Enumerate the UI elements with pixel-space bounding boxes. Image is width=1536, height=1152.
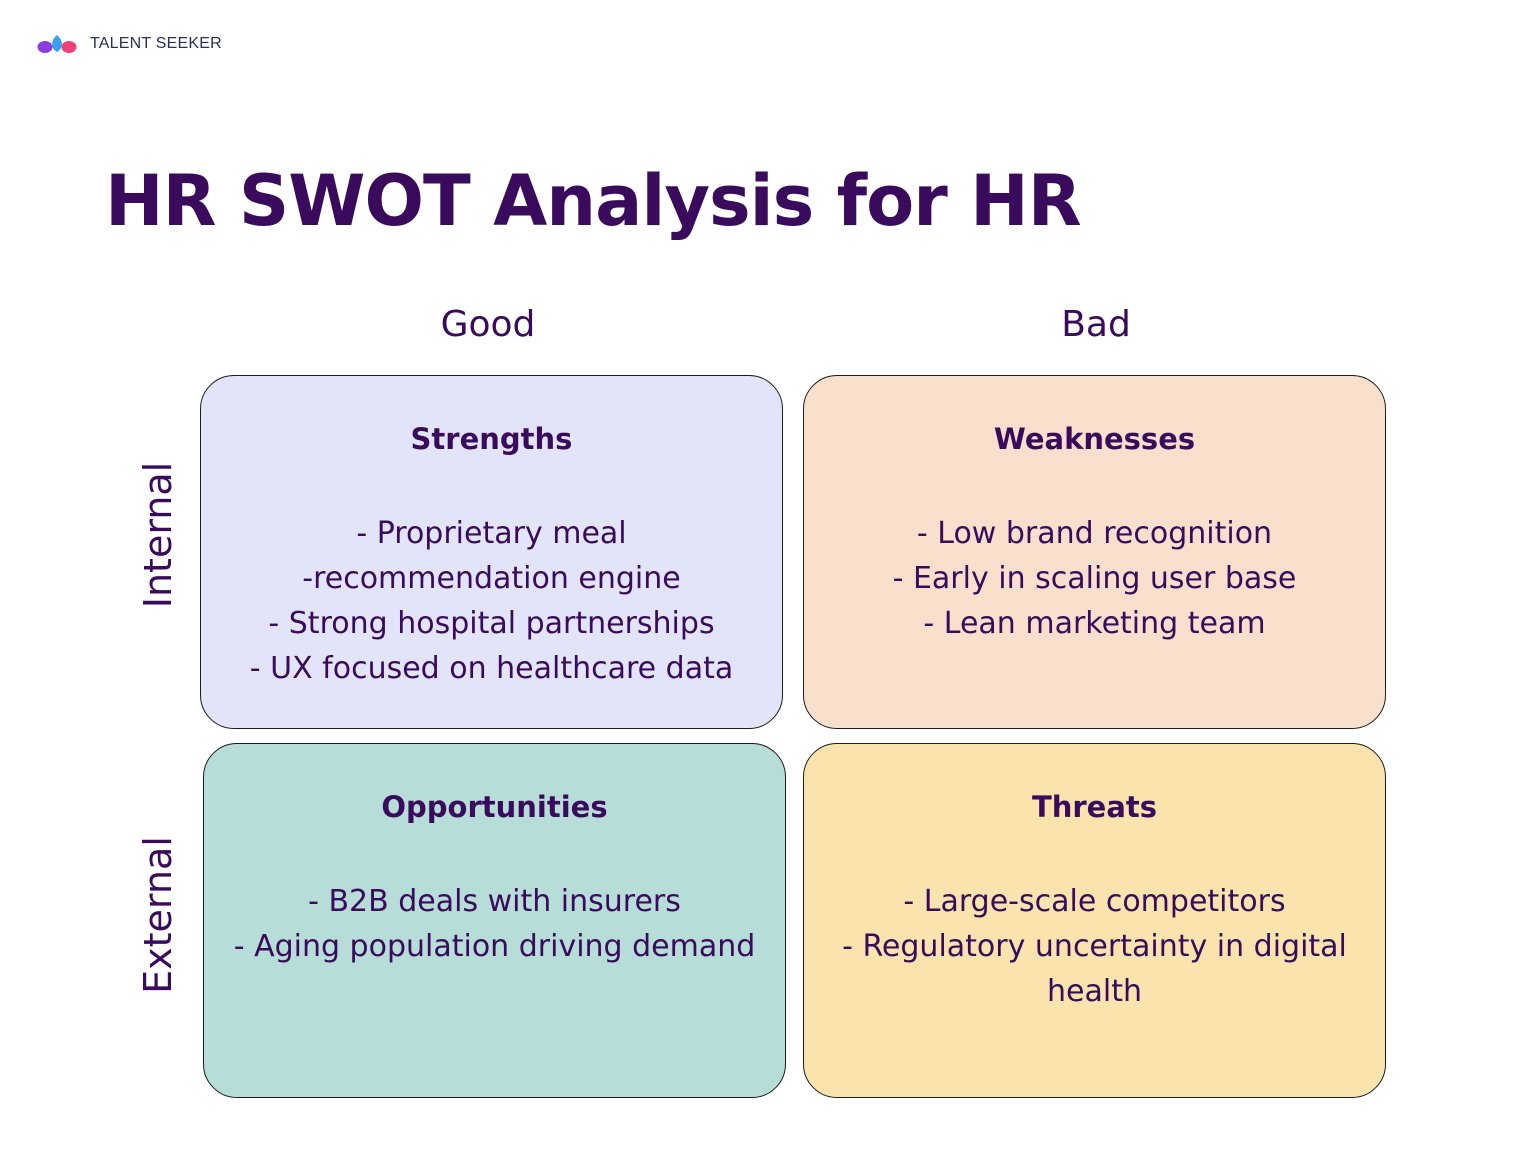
weaknesses-item: - Early in scaling user base [892, 561, 1297, 596]
threats-item: - Large-scale competitors [903, 884, 1286, 919]
row-label-internal: Internal [136, 461, 180, 609]
row-label-external: External [136, 836, 180, 994]
strengths-item: -recommendation engine [302, 561, 681, 596]
column-label-good: Good [440, 304, 536, 345]
opportunities-item: - B2B deals with insurers [308, 884, 681, 919]
strengths-list [207, 511, 776, 691]
opportunities-quadrant [203, 743, 786, 1098]
opportunities-list [210, 879, 779, 969]
weaknesses-list [810, 511, 1379, 646]
brand [36, 33, 222, 55]
threats-title: Threats [1031, 790, 1158, 824]
threats-item: health [1047, 974, 1142, 1009]
strengths-title: Strengths [410, 422, 573, 456]
strengths-quadrant [200, 375, 783, 729]
brand-name: TALENT SEEKER [90, 35, 222, 52]
threats-list [810, 879, 1379, 1014]
weaknesses-item: - Lean marketing team [923, 606, 1266, 641]
strengths-item: - Proprietary meal [356, 516, 627, 551]
weaknesses-title: Weaknesses [993, 422, 1196, 456]
threats-item: - Regulatory uncertainty in digital [842, 929, 1347, 964]
weaknesses-quadrant [803, 375, 1386, 729]
opportunities-item: - Aging population driving demand [233, 929, 756, 964]
opportunities-title: Opportunities [381, 790, 608, 824]
strengths-item: - Strong hospital partnerships [268, 606, 715, 641]
threats-quadrant [803, 743, 1386, 1098]
column-label-bad: Bad [1061, 304, 1131, 345]
talent-seeker-logo-icon [36, 33, 78, 55]
page-title: HR SWOT Analysis for HR [105, 160, 1081, 242]
weaknesses-item: - Low brand recognition [916, 516, 1273, 551]
strengths-item: - UX focused on healthcare data [249, 651, 734, 686]
